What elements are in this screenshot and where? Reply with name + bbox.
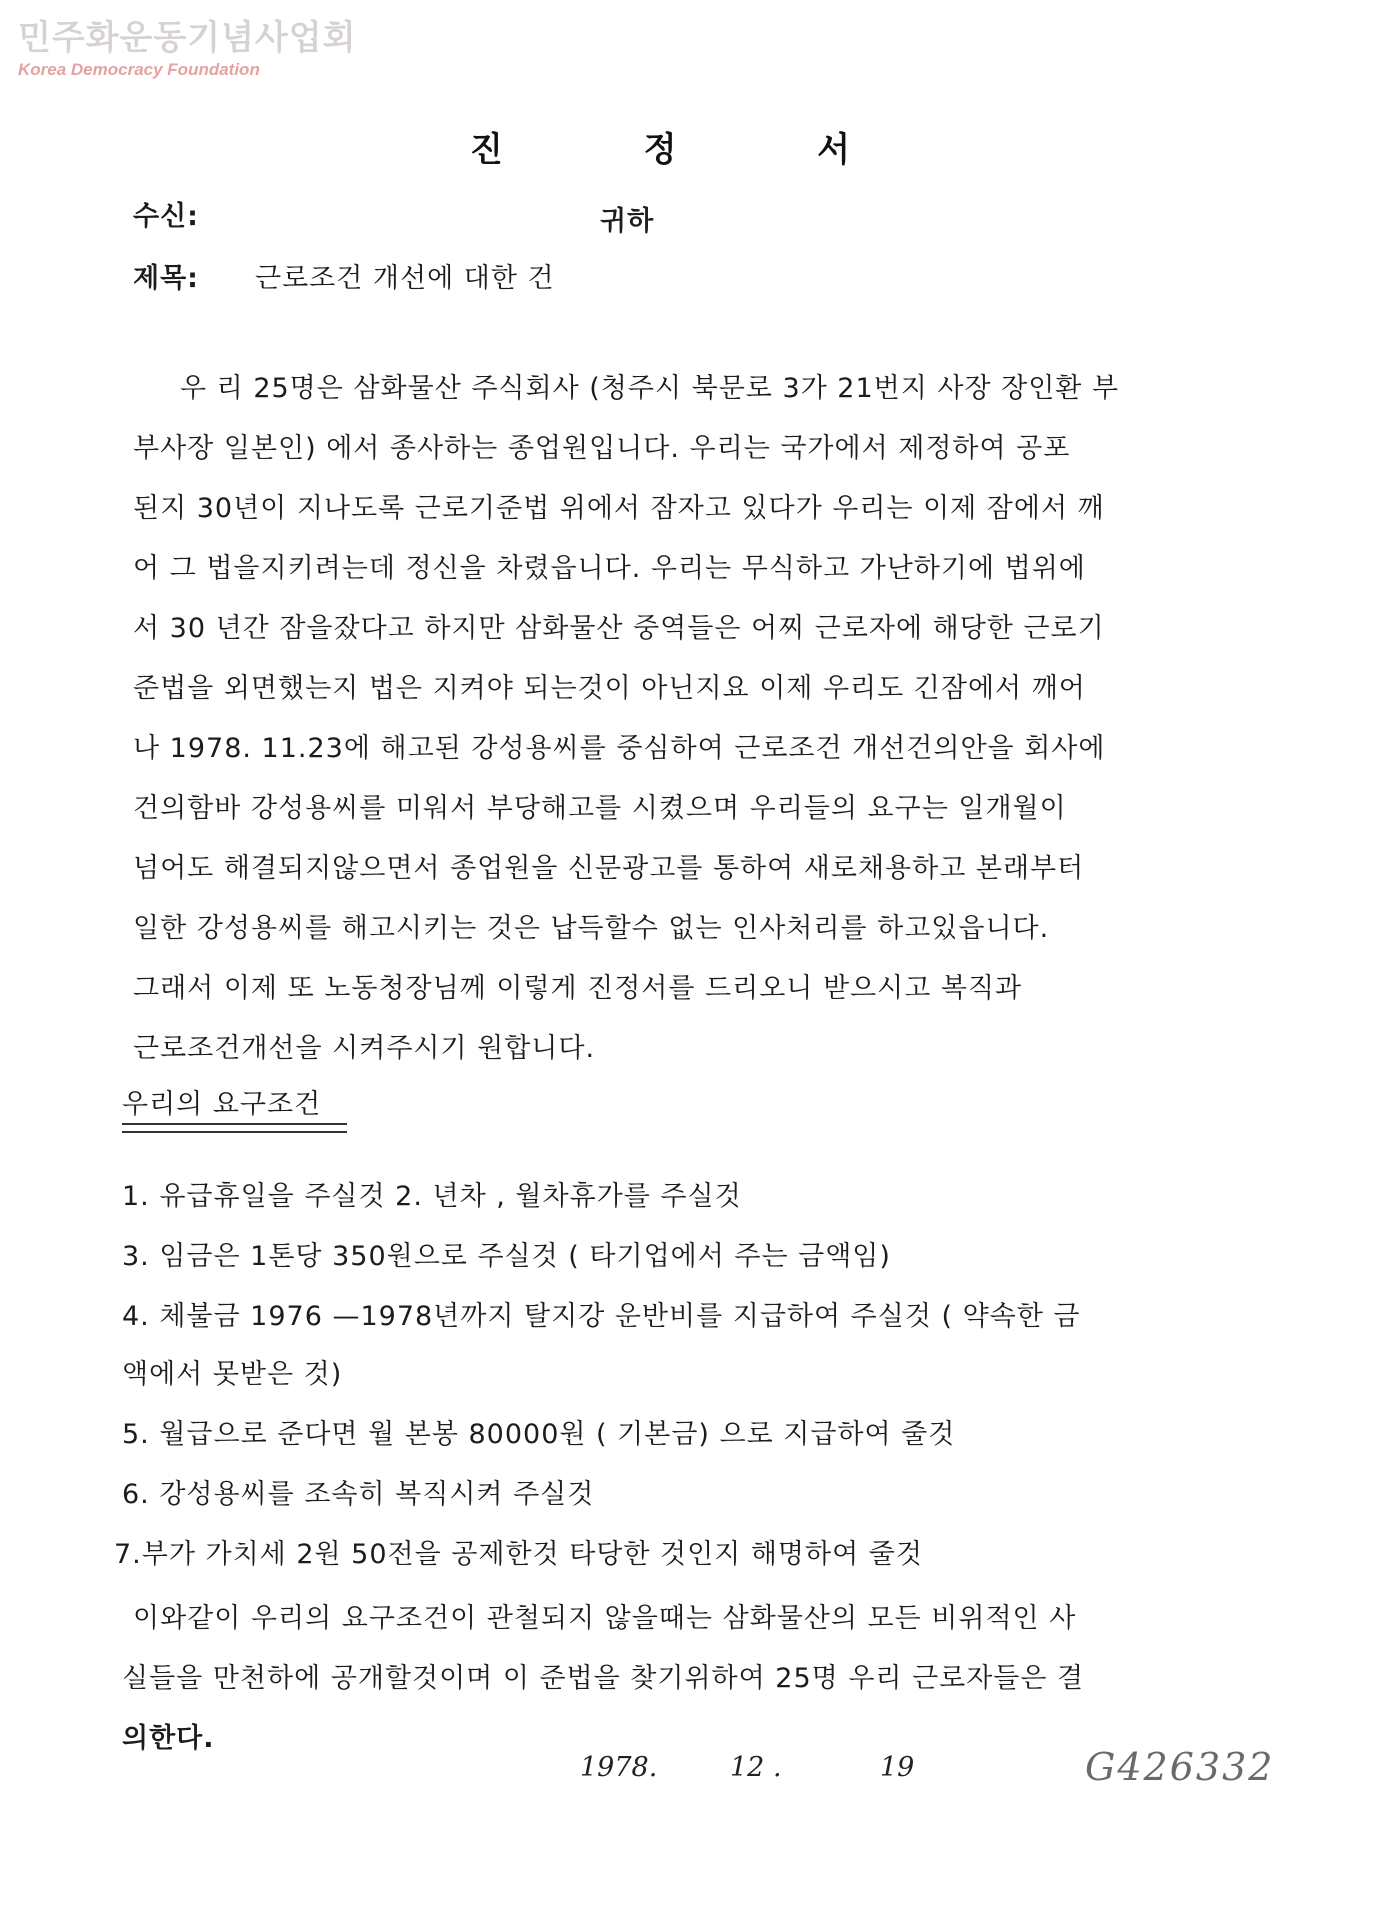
demand-item: 5. 월급으로 준다면 월 본봉 80000원 ( 기본금) 으로 지급하여 줄것 — [122, 1419, 956, 1450]
date-year: 1978. — [580, 1752, 658, 1783]
subject-label: 제목: — [133, 263, 199, 294]
demand-item: 4. 체불금 1976 —1978년까지 탈지강 운반비를 지급하여 주실것 ( 약속한 금 — [122, 1301, 1081, 1332]
body-line: 준법을 외면했는지 법은 지켜야 되는것이 아닌지요 이제 우리도 긴잠에서 깨어 — [133, 673, 1086, 704]
body-line: 나 1978. 11.23에 해고된 강성용씨를 중심하여 근로조건 개선건의안을 회사에 — [133, 733, 1106, 764]
body-line: 서 30 년간 잠을잤다고 하지만 삼화물산 중역들은 어찌 근로자에 해당한 근로기 — [133, 613, 1105, 644]
body-line: 그래서 이제 또 노동청장님께 이렇게 진정서를 드리오니 받으시고 복직과 — [133, 973, 1023, 1004]
watermark-english: Korea Democracy Foundation — [18, 60, 260, 79]
demand-item: 1. 유급휴일을 주실것 2. 년차 , 월차휴가를 주실것 — [122, 1181, 742, 1212]
subject-text: 근로조건 개선에 대한 건 — [255, 263, 555, 294]
body-line: 근로조건개선을 시켜주시기 원합니다. — [133, 1033, 596, 1064]
date-month: 12 . — [730, 1752, 782, 1783]
closing-line: 의한다. — [122, 1723, 215, 1754]
body-line: 일한 강성용씨를 해고시키는 것은 납득할수 없는 인사처리를 하고있읍니다. — [133, 913, 1050, 944]
heading-double-underline — [122, 1123, 347, 1133]
recipient-suffix: 귀하 — [600, 206, 655, 237]
title-char-1: 진 — [470, 130, 503, 170]
body-line: 건의함바 강성용씨를 미워서 부당해고를 시켰으며 우리들의 요구는 일개월이 — [133, 793, 1067, 824]
title-char-3: 서 — [817, 130, 850, 170]
watermark-logo — [18, 18, 356, 80]
body-line: 우 리 25명은 삼화물산 주식회사 (청주시 북문로 3가 21번지 사장 장인환 부 — [180, 373, 1120, 404]
demands-heading: 우리의 요구조건 — [122, 1089, 322, 1120]
watermark-korean: 민주화운동기념사업회 — [18, 18, 357, 58]
closing-line: 이와같이 우리의 요구조건이 관철되지 않을때는 삼화물산의 모든 비위적인 사 — [133, 1603, 1077, 1634]
body-line: 부사장 일본인) 에서 종사하는 종업원입니다. 우리는 국가에서 제정하여 공포 — [133, 433, 1071, 464]
date-day: 19 — [880, 1752, 915, 1783]
recipient-label: 수신: — [133, 201, 199, 232]
document-title — [470, 122, 850, 171]
body-line: 된지 30년이 지나도록 근로기준법 위에서 잠자고 있다가 우리는 이제 잠에서 깨 — [133, 493, 1105, 524]
closing-line: 실들을 만천하에 공개할것이며 이 준법을 찾기위하여 25명 우리 근로자들은 결 — [122, 1663, 1085, 1694]
body-line: 넘어도 해결되지않으면서 종업원을 신문광고를 통하여 새로채용하고 본래부터 — [133, 853, 1085, 884]
demand-item: 액에서 못받은 것) — [122, 1359, 343, 1390]
body-line: 어 그 법을지키려는데 정신을 차렸읍니다. 우리는 무식하고 가난하기에 법위에 — [133, 553, 1086, 584]
demand-item: 7.부가 가치세 2원 50전을 공제한것 타당한 것인지 해명하여 줄것 — [114, 1539, 923, 1570]
title-char-2: 정 — [643, 130, 677, 170]
demand-item: 6. 강성용씨를 조속히 복직시켜 주실것 — [122, 1479, 595, 1510]
archive-code: G426332 — [1085, 1745, 1275, 1789]
demand-item: 3. 임금은 1톤당 350원으로 주실것 ( 타기업에서 주는 금액임) — [122, 1241, 891, 1272]
